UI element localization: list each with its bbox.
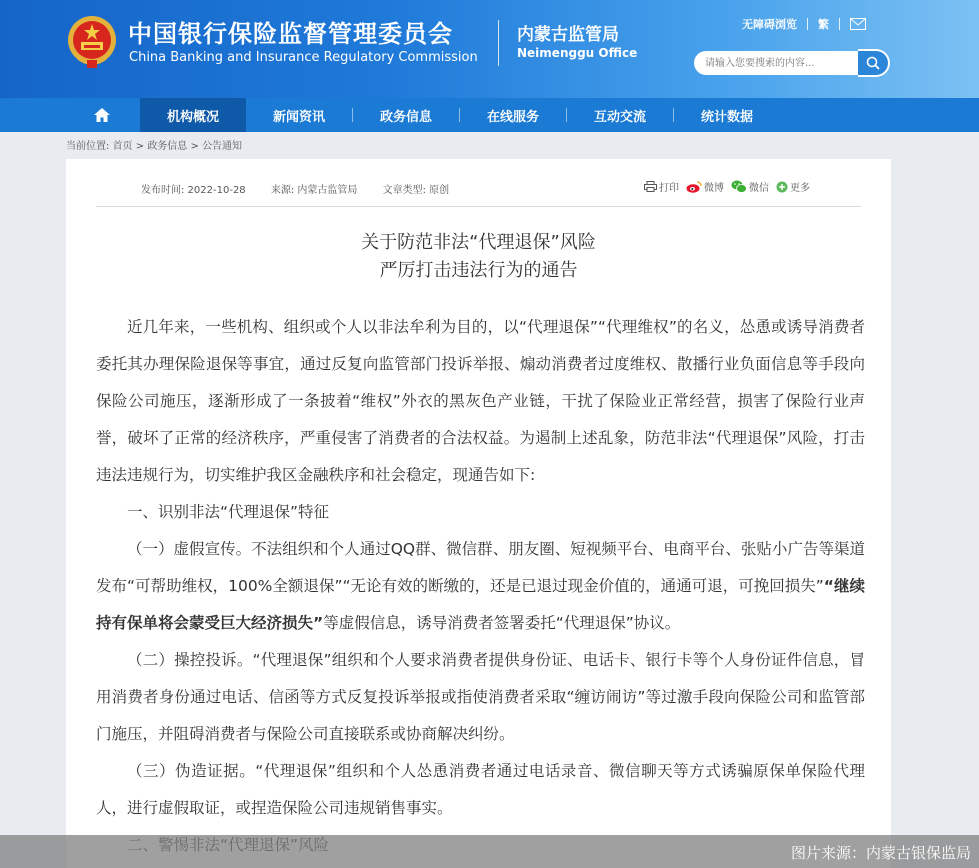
publish-time: 发布时间: 2022-10-28 [141, 185, 246, 196]
nav-item-interaction[interactable]: 互动交流 [593, 109, 646, 125]
nav-item-news[interactable]: 新闻资讯 [272, 109, 325, 125]
section-heading: 一、识别非法“代理退保”特征 [127, 503, 330, 521]
article-title-line-2: 严厉打击违法行为的通告 [379, 260, 578, 281]
util-divider [839, 18, 840, 30]
paragraph: （二）操控投诉。“代理退保”组织和个人要求消费者提供身份证、电话卡、银行卡等个人身份证件信息，冒用消费者身份通过电话、信函等方式反复投诉举报或指使消费者采取“缠访闹访”等过激手段向保险公司和监管部门施压，并阻碍消费者与保险公司直接联系或协商解决纠纷。 [96, 651, 865, 743]
site-header [0, 0, 979, 98]
mail-icon[interactable] [850, 18, 866, 30]
office-name-cn: 内蒙古监管局 [517, 25, 619, 45]
article-title [66, 229, 891, 285]
plus-circle-icon [776, 181, 788, 193]
article-type: 文章类型: 原创 [382, 185, 450, 196]
util-divider [807, 18, 808, 30]
paragraph: （三）伪造证据。“代理退保”组织和个人怂恿消费者通过电话录音、微信聊天等方式诱骗原保单保险代理人，进行虚假取证，或捏造保险公司违规销售事实。 [96, 762, 865, 817]
header-divider [498, 20, 499, 66]
image-source-text: 图片来源：内蒙古银保监局 [790, 844, 971, 862]
weibo-label: 微博 [704, 183, 724, 194]
meta-divider [96, 206, 861, 207]
image-source-bar [0, 835, 979, 868]
nav-item-statistics[interactable]: 统计数据 [700, 109, 753, 125]
search-input[interactable] [694, 51, 858, 75]
breadcrumb-home[interactable]: 首页 [112, 141, 133, 152]
weibo-share-button[interactable] [686, 179, 724, 194]
site-title-en: China Banking and Insurance Regulatory Commission [129, 50, 478, 65]
share-bar [644, 179, 817, 194]
article-panel [66, 159, 891, 868]
print-label: 打印 [659, 183, 679, 194]
home-icon [93, 107, 111, 123]
wechat-share-button[interactable] [731, 179, 769, 194]
paragraph-emphasis: “继续持有保单将会蒙受巨大经济损失” [96, 577, 866, 632]
nav-home[interactable] [82, 98, 122, 132]
search-button[interactable] [858, 49, 890, 77]
breadcrumb-government-info[interactable]: 政务信息 [147, 141, 188, 152]
article-source: 来源: 内蒙古监管局 [270, 185, 358, 196]
breadcrumb-sep: > [187, 141, 203, 152]
paragraph-text: （一）虚假宣传。不法组织和个人通过QQ群、微信群、朋友圈、短视频平台、电商平台、张贴小广告等渠道发布“可帮助维权，100%全额退保”“无论有效的断缴的，还是已退过现金价值的，通通可退，可挽回损失” [96, 540, 865, 595]
site-title-cn: 中国银行保险监督管理委员会 [128, 20, 453, 48]
wechat-icon [731, 180, 747, 193]
weibo-icon [686, 181, 702, 193]
utility-links [742, 16, 866, 32]
nav-item-online-service[interactable]: 在线服务 [486, 109, 539, 125]
traditional-chinese-link[interactable]: 繁 [818, 18, 829, 31]
main-nav [0, 98, 979, 132]
article-meta [141, 181, 471, 196]
breadcrumb-prefix: 当前位置: [66, 141, 110, 152]
wechat-label: 微信 [749, 183, 769, 194]
breadcrumb-announcements[interactable]: 公告通知 [202, 141, 243, 152]
article-title-line-1: 关于防范非法“代理退保”风险 [361, 232, 596, 253]
national-emblem-icon [66, 14, 118, 70]
printer-icon [644, 181, 657, 192]
paragraph: 近几年来，一些机构、组织或个人以非法牟利为目的，以“代理退保”“代理维权”的名义，怂恿或诱导消费者委托其办理保险退保等事宜，通过反复向监管部门投诉举报、煽动消费者过度维权、散播行业负面信息等手段向保险公司施压，逐渐形成了一条披着“维权”外衣的黑灰色产业链，干扰了保险业正常经营，损害了保险行业声誉，破坏了正常的经济秩序，严重侵害了消费者的合法权益。为遏制上述乱象，防范非法“代理退保”风险，打击违法违规行为，切实维护我区金融秩序和社会稳定，现通告如下: [96, 318, 865, 484]
breadcrumb [66, 137, 242, 152]
paragraph [96, 531, 865, 642]
more-label: 更多 [790, 183, 810, 194]
nav-item-government-info[interactable]: 政务信息 [379, 109, 432, 125]
more-share-button[interactable] [776, 179, 810, 194]
accessibility-link[interactable]: 无障碍浏览 [742, 18, 797, 31]
breadcrumb-sep: > [132, 141, 148, 152]
office-name-en: Neimenggu Office [517, 46, 638, 60]
nav-item-institution[interactable]: 机构概况 [140, 98, 246, 132]
paragraph-text: 等虚假信息，诱导消费者签署委托“代理退保”协议。 [323, 614, 681, 632]
search-icon [866, 56, 880, 70]
article-body [96, 309, 865, 864]
print-button[interactable] [644, 179, 679, 194]
